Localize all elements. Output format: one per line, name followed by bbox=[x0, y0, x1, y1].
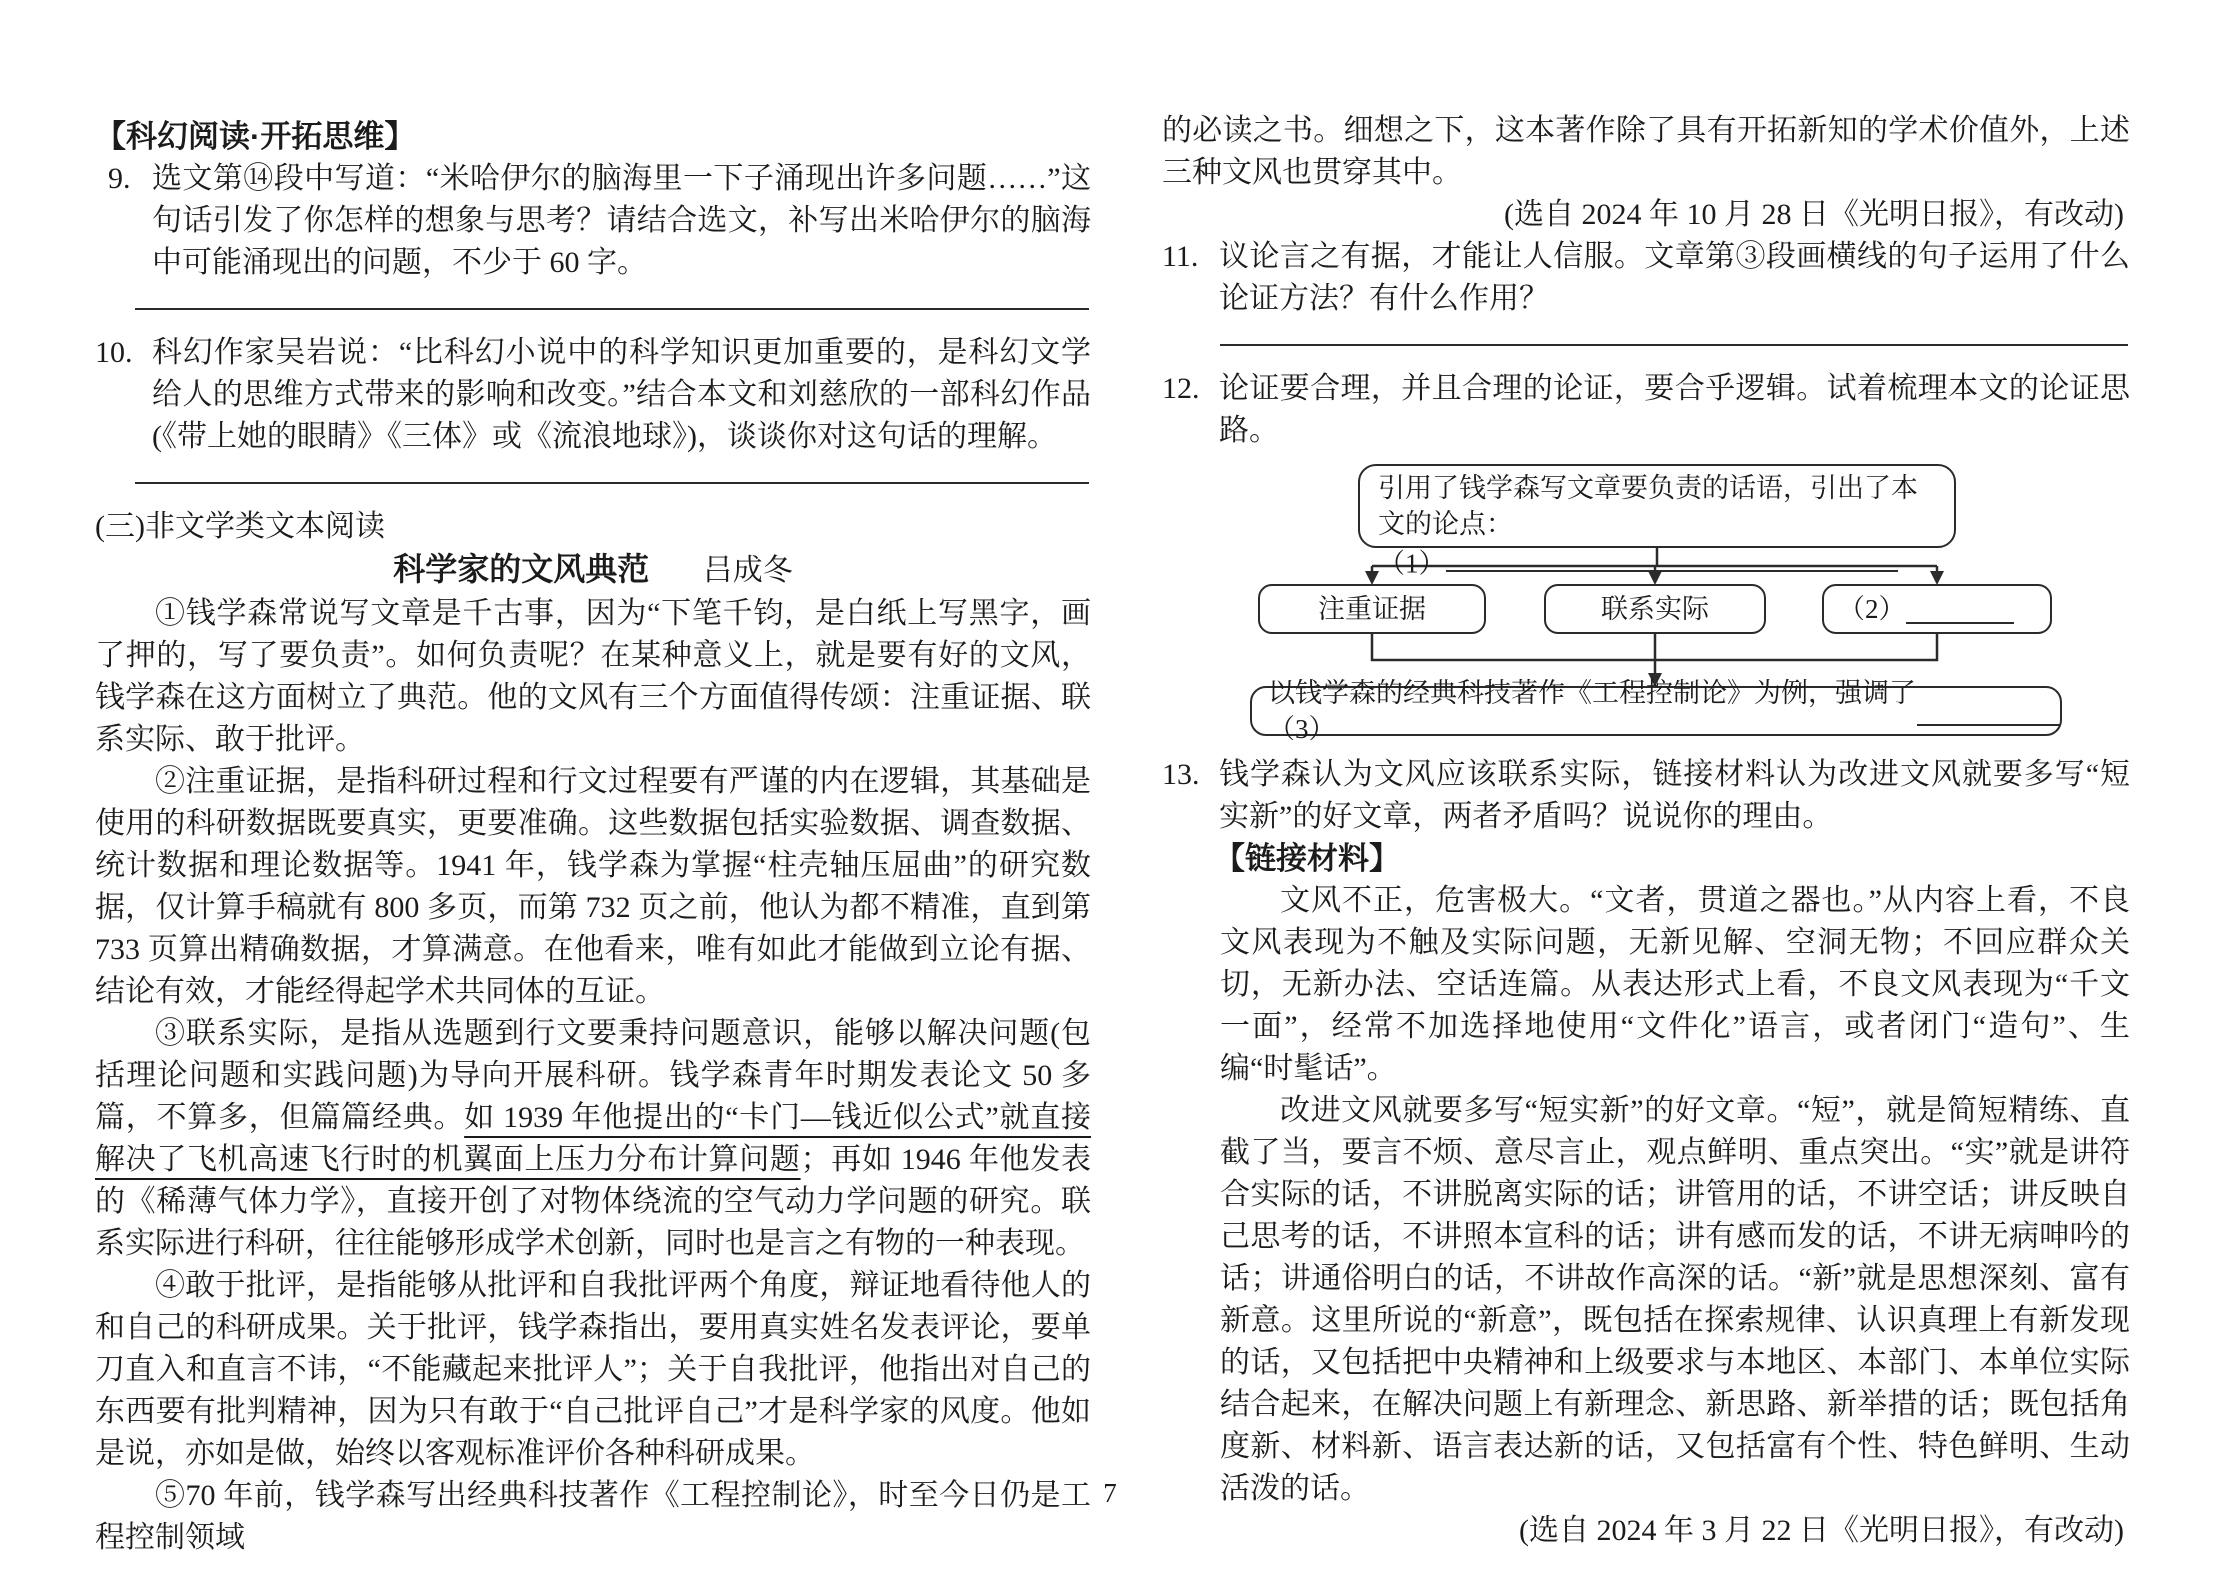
flowchart-box-blank-2 bbox=[1822, 584, 2052, 634]
question-10-number: 10. bbox=[95, 336, 133, 369]
answer-line bbox=[135, 482, 1089, 484]
flowchart-blank-3-line bbox=[1917, 696, 2060, 726]
question-12-number: 12. bbox=[1162, 372, 1200, 405]
source-attribution-2: (选自 2024 年 3 月 22 日《光明日报》，有改动) bbox=[1519, 1514, 2124, 1547]
essay-title-row bbox=[95, 548, 1091, 592]
paragraph-3-text: ③联系实际，是指从选题到行文要秉持问题意识，能够以解决问题(包括理论问题和实践问题)为导向开展科研。钱学森青年时期发表论文 50 多篇，不算多，但篇篇经典。 bbox=[95, 1017, 1091, 1134]
essay-author: 吕成冬 bbox=[702, 554, 793, 587]
question-9 bbox=[95, 158, 1091, 284]
flowchart-blank-1-line bbox=[1446, 542, 1898, 572]
essay-paragraph-1: ①钱学森常说写文章是千古事，因为“下笔千钧，是白纸上写黑字，画了押的，写了要负责”。如何负责呢？在某种意义上，就是要有好的文风，钱学森在这方面树立了典范。他的文风有三个方面值得传颂：注重证据、联系实际、敢于批评。 bbox=[95, 597, 1091, 756]
right-column bbox=[1162, 110, 2130, 1571]
flowchart-top-box-text: 引用了钱学森写文章要负责的话语，引出了本文的论点： bbox=[1378, 473, 1918, 539]
argument-structure-flowchart bbox=[1250, 464, 2065, 744]
essay-paragraph-5: ⑤70 年前，钱学森写出经典科技著作《工程控制论》，时至今日仍是工程控制领域 bbox=[95, 1479, 1091, 1554]
flowchart-blank-1-row bbox=[1378, 542, 1940, 581]
source-attribution-1: (选自 2024 年 10 月 28 日《光明日报》，有改动) bbox=[1504, 198, 2124, 231]
page-number: 7 bbox=[1103, 1478, 1117, 1508]
flowchart-top-box bbox=[1358, 464, 1956, 579]
question-10-text: 科幻作家吴岩说：“比科幻小说中的科学知识更加重要的，是科幻文学给人的思维方式带来的影响和改变。”结合本文和刘慈欣的一部科幻作品(《带上她的眼睛》《三体》或《流浪地球》)，谈谈你对这句话的理解。 bbox=[152, 336, 1091, 453]
essay-paragraph-4: ④敢于批评，是指能够从批评和自我批评两个角度，辩证地看待他人的和自己的科研成果。关于批评，钱学森指出，要用真实姓名发表评论，要单刀直入和直言不讳，“不能藏起来批评人”；关于自我批评，他指出对自己的东西要有批判精神，因为只有敢于“自己批评自己”才是科学家的风度。他如是说，亦如是做，始终以客观标准评价各种科研成果。 bbox=[95, 1269, 1091, 1470]
question-12-text: 论证要合理，并且合理的论证，要合乎逻辑。试着梳理本文的论证思路。 bbox=[1219, 372, 2130, 447]
flowchart-bottom-box bbox=[1250, 678, 2062, 744]
question-11-text: 议论言之有据，才能让人信服。文章第③段画横线的句子运用了什么论证方法？有什么作用？ bbox=[1219, 240, 2130, 315]
question-13 bbox=[1162, 754, 2130, 838]
linked-material-paragraph-2: 改进文风就要多写“短实新”的好文章。“短”，就是简短精练、直截了当，要言不烦、意尽言止，观点鲜明、重点突出。“实”就是讲符合实际的话，不讲脱离实际的话；讲管用的话，不讲空话；讲反映自己思考的话，不讲照本宣科的话；讲有感而发的话，不讲无病呻吟的话；讲通俗明白的话，不讲故作高深的话。“新”就是思想深刻、富有新意。这里所说的“新意”，既包括在探索规律、认识真理上有新发现的话，又包括把中央精神和上级要求与本地区、本部门、本单位实际结合起来，在解决问题上有新理念、新思路、新举措的话；既包括角度新、材料新、语言表达新的话，又包括富有个性、特色鲜明、生动活泼的话。 bbox=[1220, 1094, 2130, 1505]
question-11-number: 11. bbox=[1162, 240, 1199, 273]
paragraph-3-text: ；再如 1946 年他发表的《稀薄气体力学》，直接开创了对物体绕流的空气动力学问题的研究。联系实际进行科研，往往能够形成学术创新，同时也是言之有物的一种表现。 bbox=[95, 1143, 1092, 1260]
answer-line bbox=[135, 308, 1089, 310]
paragraph-3-underlined-sentence: 如 1939 年他提出的“卡门—钱近似公式”就直接解决了飞机高速飞行时的机翼面上压力分布计算问题 bbox=[95, 1101, 1091, 1176]
flowchart-box-evidence: 注重证据 bbox=[1258, 584, 1486, 634]
question-13-text: 钱学森认为文风应该联系实际，链接材料认为改进文风就要多写“短实新”的好文章，两者矛盾吗？说说你的理由。 bbox=[1219, 758, 2130, 833]
question-13-number: 13. bbox=[1162, 758, 1200, 791]
question-9-text: 选文第⑭段中写道：“米哈伊尔的脑海里一下子涌现出许多问题……”这句话引发了你怎样的想象与思考？请结合选文，补写出米哈伊尔的脑海中可能涌现出的问题，不少于 60 字。 bbox=[152, 162, 1091, 279]
left-column bbox=[95, 116, 1091, 1559]
essay-title: 科学家的文风典范 bbox=[393, 551, 650, 587]
flowchart-blank-2-label: （2） bbox=[1838, 594, 1906, 624]
answer-line bbox=[1220, 344, 2128, 346]
flowchart-blank-1-label: （1） bbox=[1378, 548, 1446, 579]
linked-material-paragraph-1: 文风不正，危害极大。“文者，贯道之器也。”从内容上看，不良文风表现为不触及实际问题，无新见解、空洞无物；不回应群众关切，无新办法、空话连篇。从表达形式上看，不良文风表现为“千文一面”，经常不加选择地使用“文件化”语言，或者闭门“造句”、生编“时髦话”。 bbox=[1220, 884, 2130, 1085]
linked-material-header: 【链接材料】 bbox=[1214, 841, 1400, 876]
question-12 bbox=[1162, 368, 2130, 452]
section-header-scifi-reading: 【科幻阅读·开拓思维】 bbox=[95, 119, 416, 154]
question-9-number: 9. bbox=[108, 162, 131, 195]
question-11 bbox=[1162, 236, 2130, 320]
flowchart-box-practice: 联系实际 bbox=[1544, 584, 1766, 634]
essay-paragraph-2: ②注重证据，是指科研过程和行文过程要有严谨的内在逻辑，其基础是使用的科研数据既要真实，更要准确。这些数据包括实验数据、调查数据、统计数据和理论数据等。1941 年，钱学森为掌握“柱壳轴压屈曲”的研究数据，仅计算手稿就有 800 多页，而第 732 页之前，他认为都不精准，直到第 733 页算出精确数据，才算满意。在他看来，唯有如此才能做到立论有据、结论有效，才能经得起学术共同体的互证。 bbox=[95, 765, 1091, 1008]
flowchart-bottom-box-text: 以钱学森的经典科技著作《工程控制论》为例，强调了（3） bbox=[1268, 678, 1916, 744]
flowchart-blank-2-line bbox=[1906, 594, 2014, 624]
essay-paragraph-5-continuation: 的必读之书。细想之下，这本著作除了具有开拓新知的学术价值外，上述三种文风也贯穿其中。 bbox=[1162, 114, 2130, 189]
question-10 bbox=[95, 332, 1091, 458]
essay-paragraph-3 bbox=[95, 1013, 1091, 1265]
subsection-header-nonliterary: (三)非文学类文本阅读 bbox=[95, 510, 385, 543]
